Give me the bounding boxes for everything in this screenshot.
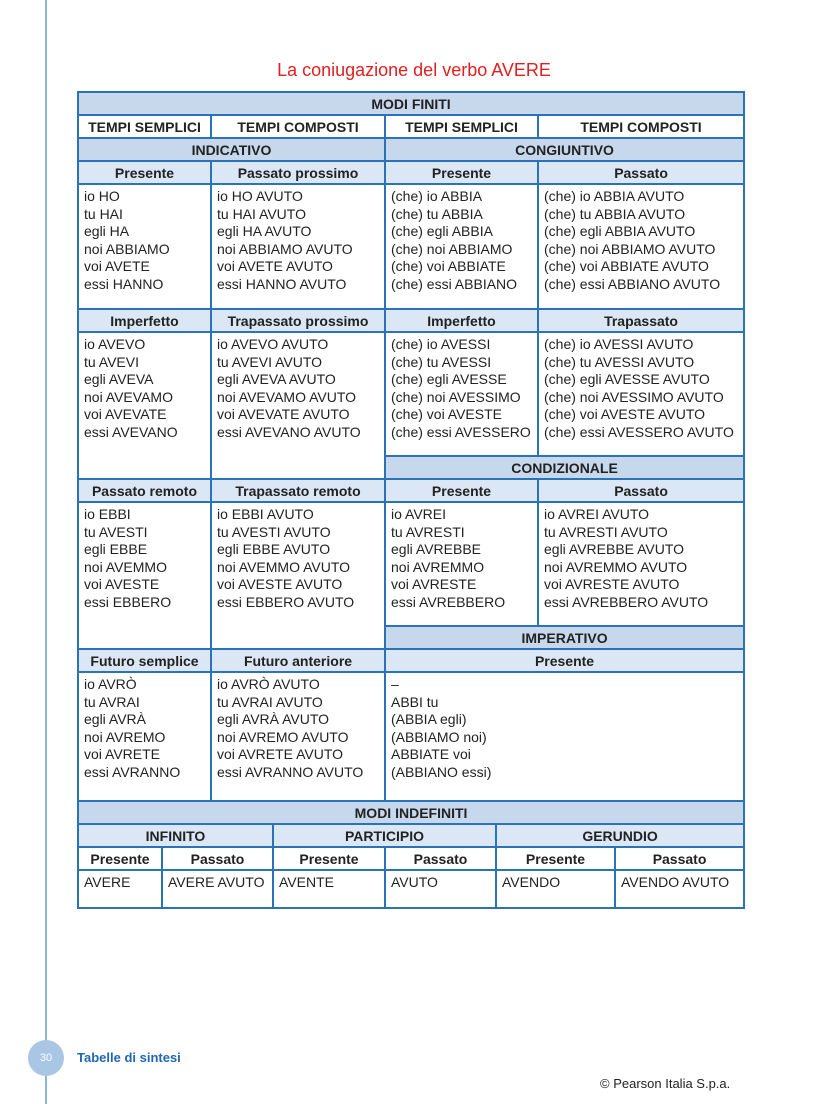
conjugation-line: noi AVEVAMO bbox=[84, 388, 173, 405]
conjugation-line: (che) tu AVESSI AVUTO bbox=[544, 353, 695, 370]
indef-tense-header: Presente bbox=[496, 847, 615, 870]
conjugation-line: tu HAI AVUTO bbox=[217, 205, 306, 222]
indef-tense-header: Passato bbox=[162, 847, 273, 870]
conjugation-line: voi AVETE bbox=[84, 258, 150, 275]
page-title: La coniugazione del verbo AVERE bbox=[277, 60, 551, 80]
infinito-header: INFINITO bbox=[78, 824, 273, 847]
conjugation-line: (che) essi ABBIANO AVUTO bbox=[544, 275, 721, 292]
conjugation-line: essi EBBERO bbox=[84, 593, 172, 610]
conjugation-line: egli AVREBBE AVUTO bbox=[544, 541, 685, 558]
conjugation-line: tu AVEVI AVUTO bbox=[217, 353, 323, 370]
conjugation-line: (che) essi AVESSERO AVUTO bbox=[544, 423, 734, 440]
indef-value: AVERE bbox=[78, 870, 162, 908]
conjugation-line: essi AVRANNO bbox=[84, 763, 181, 780]
footer-section-label: Tabelle di sintesi bbox=[77, 1050, 181, 1065]
conjugation-line: (che) essi AVESSERO bbox=[391, 423, 531, 440]
col-header: TEMPI SEMPLICI bbox=[78, 115, 211, 138]
tense-header: Presente bbox=[385, 161, 538, 184]
tense-header: Passato bbox=[538, 161, 744, 184]
conjugation-line: tu AVRESTI bbox=[391, 523, 465, 540]
conjugation-line: noi AVREMO bbox=[84, 728, 166, 745]
conjugation-cell bbox=[78, 502, 211, 649]
conjugation-line: (che) noi AVESSIMO bbox=[391, 388, 521, 405]
conjugation-line: egli AVREBBE bbox=[391, 541, 482, 558]
conjugation-line: (che) essi ABBIANO bbox=[391, 275, 518, 292]
conjugation-line: tu AVRESTI AVUTO bbox=[544, 523, 668, 540]
conjugation-line: (che) voi AVESTE bbox=[391, 406, 503, 423]
tense-header: Trapassato remoto bbox=[211, 479, 385, 502]
tense-header: Futuro semplice bbox=[78, 649, 211, 672]
conjugation-line: io AVREI AVUTO bbox=[544, 506, 650, 522]
conjugation-line: noi ABBIAMO AVUTO bbox=[217, 240, 353, 257]
tense-header: Imperfetto bbox=[385, 309, 538, 332]
conjugation-line: tu AVRAI bbox=[84, 693, 140, 710]
conjugation-line: (che) noi ABBIAMO AVUTO bbox=[544, 240, 716, 257]
conjugation-line: (che) io ABBIA AVUTO bbox=[544, 188, 685, 204]
conjugation-table bbox=[77, 91, 745, 909]
condizionale-header: CONDIZIONALE bbox=[385, 456, 744, 479]
imperativo-header: IMPERATIVO bbox=[385, 626, 744, 649]
conjugation-line: (che) egli AVESSE bbox=[391, 371, 507, 388]
conjugation-line: (che) tu AVESSI bbox=[391, 353, 492, 370]
tense-header: Presente bbox=[385, 479, 538, 502]
gerundio-header: GERUNDIO bbox=[496, 824, 744, 847]
conjugation-line: egli AVEVA AVUTO bbox=[217, 371, 336, 388]
indef-tense-header: Passato bbox=[615, 847, 744, 870]
conjugation-cell bbox=[538, 502, 744, 626]
conjugation-cell bbox=[385, 502, 538, 626]
tense-header: Passato remoto bbox=[78, 479, 211, 502]
page-margin-line bbox=[45, 0, 47, 1104]
conjugation-line: (che) tu ABBIA AVUTO bbox=[544, 205, 686, 222]
conjugation-line: essi AVRANNO AVUTO bbox=[217, 763, 364, 780]
conjugation-line: essi AVEVANO bbox=[84, 423, 178, 440]
conjugation-line: io EBBI bbox=[84, 506, 131, 522]
copyright: © Pearson Italia S.p.a. bbox=[600, 1076, 731, 1091]
conjugation-line: ABBIATE voi bbox=[391, 746, 471, 763]
page-number: 30 bbox=[28, 1040, 64, 1076]
conjugation-line: io AVEVO bbox=[84, 336, 146, 352]
conjugation-line: voi AVETE AVUTO bbox=[217, 258, 333, 275]
conjugation-line: io HO bbox=[84, 188, 120, 204]
conjugation-line: voi AVRESTE AVUTO bbox=[544, 576, 680, 593]
conjugation-line: io AVREI bbox=[391, 506, 446, 522]
indef-tense-header: Passato bbox=[385, 847, 496, 870]
conjugation-line: (che) io ABBIA bbox=[391, 188, 483, 204]
tense-header: Trapassato bbox=[538, 309, 744, 332]
conjugation-line: essi AVEVANO AVUTO bbox=[217, 423, 361, 440]
conjugation-line: tu HAI bbox=[84, 205, 123, 222]
conjugation-cell bbox=[78, 332, 211, 479]
conjugation-line: voi AVRETE bbox=[84, 746, 160, 763]
congiuntivo-header: CONGIUNTIVO bbox=[385, 138, 744, 161]
conjugation-line: io AVEVO AVUTO bbox=[217, 336, 329, 352]
conjugation-cell bbox=[78, 672, 211, 801]
conjugation-line: egli HA bbox=[84, 223, 130, 240]
conjugation-line: (che) io AVESSI AVUTO bbox=[544, 336, 694, 352]
conjugation-line: (che) egli ABBIA AVUTO bbox=[544, 223, 696, 240]
tense-header: Presente bbox=[385, 649, 744, 672]
conjugation-cell bbox=[211, 672, 385, 801]
conjugation-line: egli HA AVUTO bbox=[217, 223, 312, 240]
modi-indefiniti-header: MODI INDEFINITI bbox=[78, 801, 744, 824]
conjugation-line: voi AVRETE AVUTO bbox=[217, 746, 344, 763]
indef-value: AVERE AVUTO bbox=[162, 870, 273, 908]
conjugation-line: noi AVREMO AVUTO bbox=[217, 728, 349, 745]
conjugation-line: egli AVRÀ bbox=[84, 711, 146, 728]
indef-value: AVENTE bbox=[273, 870, 385, 908]
conjugation-line: io AVRÒ bbox=[84, 676, 137, 692]
tense-header: Futuro anteriore bbox=[211, 649, 385, 672]
conjugation-line: ABBI tu bbox=[391, 693, 439, 710]
conjugation-line: voi AVEVATE bbox=[84, 406, 167, 423]
indef-value: AVENDO AVUTO bbox=[615, 870, 744, 908]
tense-header: Passato bbox=[538, 479, 744, 502]
conjugation-cell bbox=[385, 332, 538, 456]
conjugation-line: (che) io AVESSI bbox=[391, 336, 491, 352]
tense-header: Presente bbox=[78, 161, 211, 184]
conjugation-line: tu AVESTI AVUTO bbox=[217, 523, 331, 540]
participio-header: PARTICIPIO bbox=[273, 824, 496, 847]
conjugation-line: io AVRÒ AVUTO bbox=[217, 676, 320, 692]
conjugation-line: (che) voi ABBIATE AVUTO bbox=[544, 258, 709, 275]
conjugation-line: – bbox=[391, 676, 399, 692]
col-header: TEMPI SEMPLICI bbox=[385, 115, 538, 138]
conjugation-line: tu AVRAI AVUTO bbox=[217, 693, 323, 710]
conjugation-cell bbox=[211, 502, 385, 649]
tense-header: Passato prossimo bbox=[211, 161, 385, 184]
conjugation-cell bbox=[78, 184, 211, 309]
indef-value: AVUTO bbox=[385, 870, 496, 908]
conjugation-line: noi AVREMMO AVUTO bbox=[544, 558, 688, 575]
conjugation-cell bbox=[211, 184, 385, 309]
conjugation-cell bbox=[211, 332, 385, 479]
indef-tense-header: Presente bbox=[273, 847, 385, 870]
modi-finiti-header: MODI FINITI bbox=[78, 92, 744, 115]
conjugation-line: voi AVESTE AVUTO bbox=[217, 576, 343, 593]
conjugation-line: (che) egli AVESSE AVUTO bbox=[544, 371, 710, 388]
conjugation-line: voi AVEVATE AVUTO bbox=[217, 406, 350, 423]
conjugation-line: (che) noi ABBIAMO bbox=[391, 240, 513, 257]
conjugation-line: essi HANNO bbox=[84, 275, 164, 292]
conjugation-line: (ABBIAMO noi) bbox=[391, 728, 487, 745]
conjugation-line: (che) voi ABBIATE bbox=[391, 258, 506, 275]
tense-header: Imperfetto bbox=[78, 309, 211, 332]
conjugation-line: essi HANNO AVUTO bbox=[217, 275, 347, 292]
conjugation-line: voi AVESTE bbox=[84, 576, 160, 593]
conjugation-cell bbox=[385, 184, 538, 309]
conjugation-line: noi AVEMMO bbox=[84, 558, 167, 575]
conjugation-line: (che) tu ABBIA bbox=[391, 205, 483, 222]
indef-tense-header: Presente bbox=[78, 847, 162, 870]
conjugation-line: (ABBIA egli) bbox=[391, 711, 467, 728]
conjugation-line: (che) voi AVESTE AVUTO bbox=[544, 406, 706, 423]
col-header: TEMPI COMPOSTI bbox=[538, 115, 744, 138]
conjugation-cell bbox=[538, 332, 744, 456]
conjugation-line: essi EBBERO AVUTO bbox=[217, 593, 355, 610]
col-header: TEMPI COMPOSTI bbox=[211, 115, 385, 138]
conjugation-line: io HO AVUTO bbox=[217, 188, 303, 204]
conjugation-line: (che) egli ABBIA bbox=[391, 223, 493, 240]
conjugation-line: (che) noi AVESSIMO AVUTO bbox=[544, 388, 724, 405]
indef-value: AVENDO bbox=[496, 870, 615, 908]
conjugation-line: tu AVESTI bbox=[84, 523, 148, 540]
tense-header: Trapassato prossimo bbox=[211, 309, 385, 332]
conjugation-line: noi AVEVAMO AVUTO bbox=[217, 388, 357, 405]
conjugation-line: egli EBBE AVUTO bbox=[217, 541, 331, 558]
conjugation-line: egli AVEVA bbox=[84, 371, 154, 388]
conjugation-line: essi AVREBBERO bbox=[391, 593, 506, 610]
conjugation-line: (ABBIANO essi) bbox=[391, 763, 492, 780]
conjugation-line: egli AVRÀ AVUTO bbox=[217, 711, 330, 728]
conjugation-line: io EBBI AVUTO bbox=[217, 506, 314, 522]
conjugation-line: noi ABBIAMO bbox=[84, 240, 170, 257]
conjugation-line: tu AVEVI bbox=[84, 353, 139, 370]
conjugation-line: noi AVREMMO bbox=[391, 558, 485, 575]
conjugation-line: voi AVRESTE bbox=[391, 576, 477, 593]
conjugation-line: egli EBBE bbox=[84, 541, 148, 558]
conjugation-cell bbox=[538, 184, 744, 309]
indicativo-header: INDICATIVO bbox=[78, 138, 385, 161]
conjugation-line: essi AVREBBERO AVUTO bbox=[544, 593, 709, 610]
conjugation-cell bbox=[385, 672, 744, 801]
conjugation-line: noi AVEMMO AVUTO bbox=[217, 558, 351, 575]
